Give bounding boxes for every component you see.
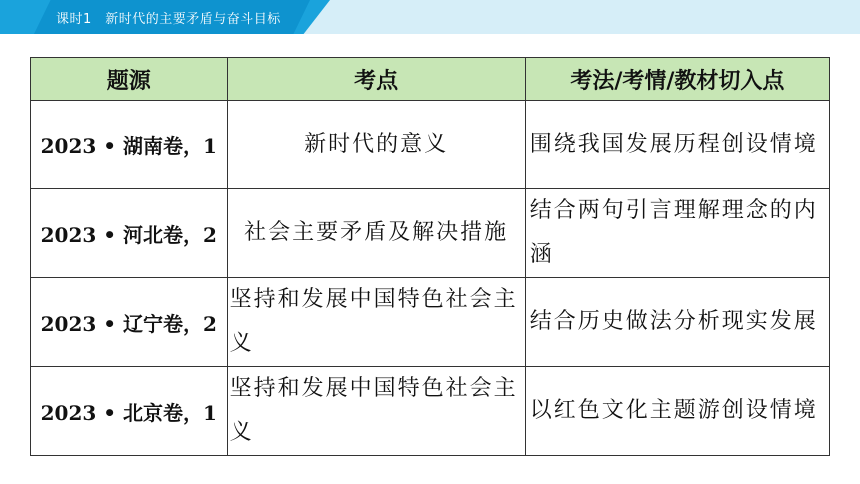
point-cell [227,278,525,367]
source-cell: 2023 • 湖南卷，1 [31,101,228,189]
table-row [31,101,830,189]
method-cell [525,101,829,189]
point-text: 社会主要矛盾及解决措施 [244,220,509,245]
method-text: 结合两句引言理解理念的内涵 [529,198,818,267]
method-cell [525,189,829,278]
point-cell [227,101,525,189]
source-cell: 2023 • 辽宁卷，2 [31,278,228,367]
column-header-method: 考法/考情/教材切入点 [525,58,829,101]
point-text: 坚持和发展中国特色社会主义 [229,287,518,356]
point-cell [227,367,525,456]
method-text: 围绕我国发展历程创设情境 [529,131,818,157]
method-text: 以红色文化主题游创设情境 [529,398,818,423]
table-row [31,278,830,367]
method-cell [525,278,829,367]
source-cell: 2023 • 河北卷，2 [31,189,228,278]
table-row [31,189,830,278]
source-cell: 2023 • 北京卷，1 [31,367,228,456]
table-row [31,367,830,456]
point-text: 坚持和发展中国特色社会主义 [229,376,518,445]
column-header-point: 考点 [227,58,525,101]
point-text: 新时代的意义 [304,131,449,157]
table-header-row [31,58,830,101]
column-header-source: 题源 [31,58,228,101]
exam-topic-table [30,57,830,456]
method-text: 结合历史做法分析现实发展 [529,309,818,334]
lesson-title: 课时1 新时代的主要矛盾与奋斗目标 [56,12,281,27]
method-cell [525,367,829,456]
point-cell [227,189,525,278]
